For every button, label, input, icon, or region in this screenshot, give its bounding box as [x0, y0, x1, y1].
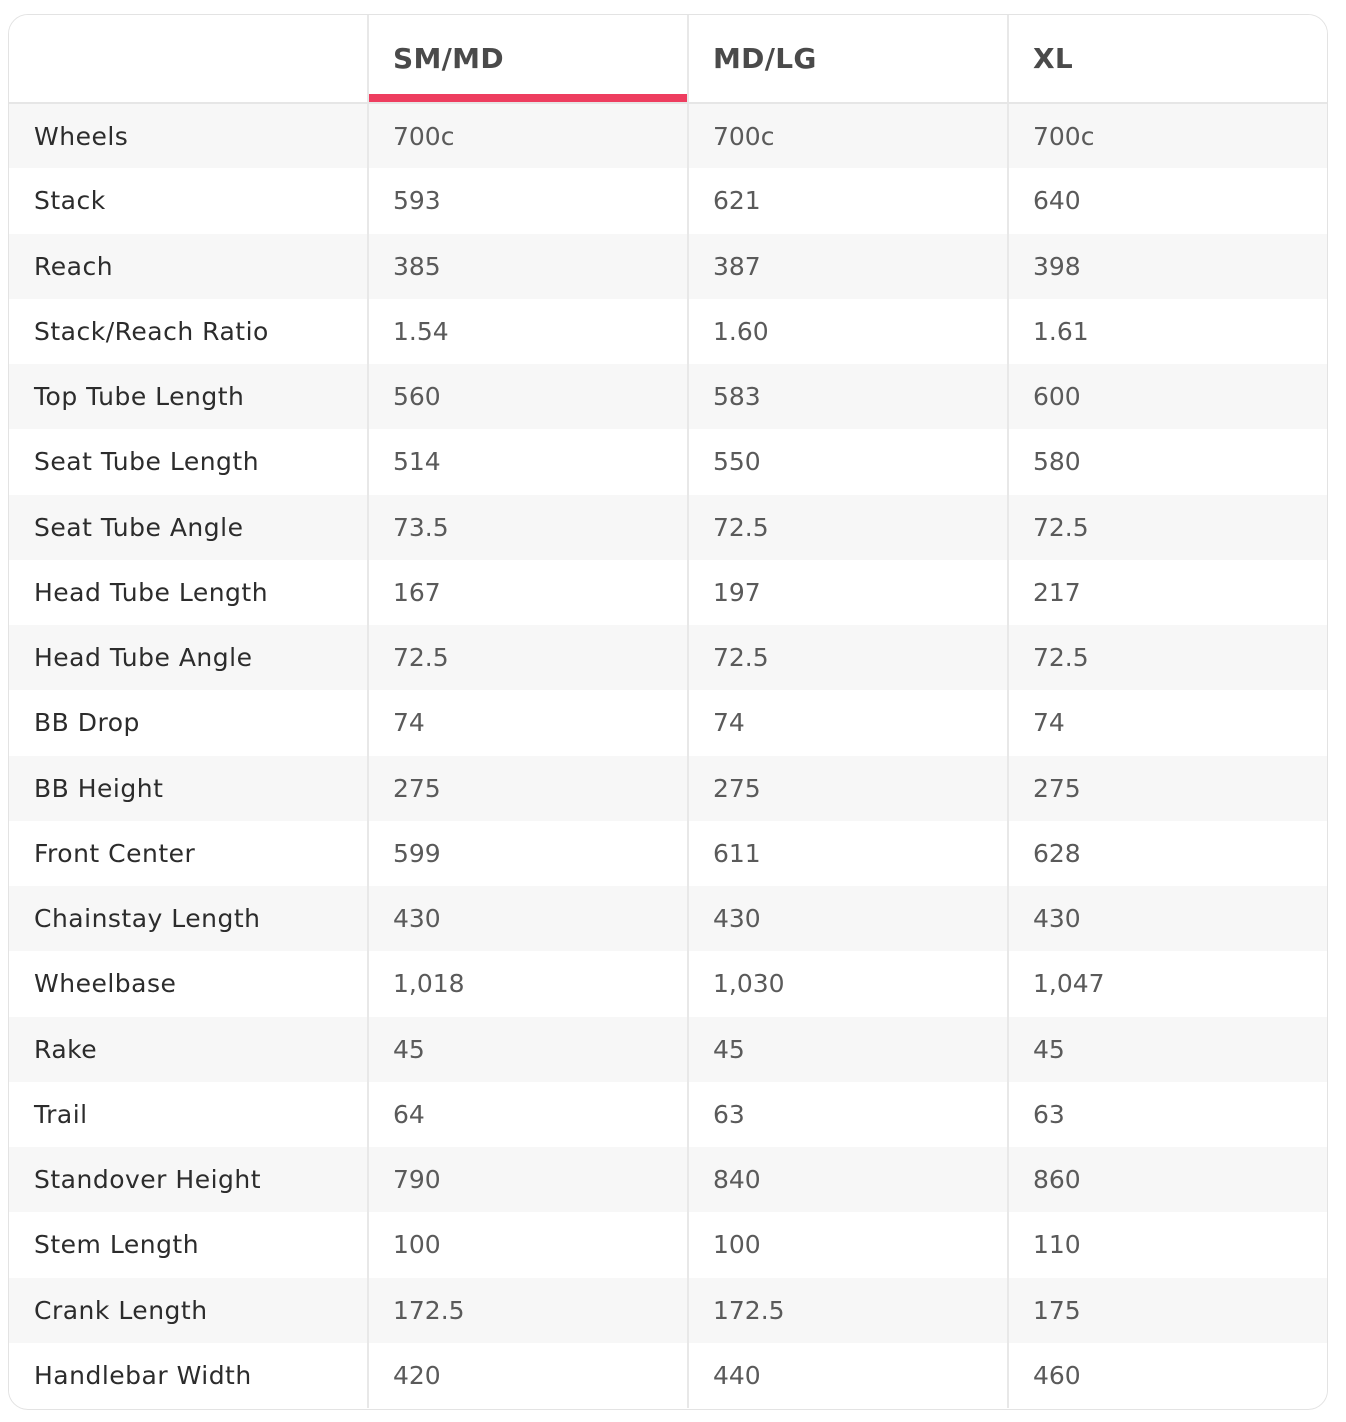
- table-row: [9, 1278, 1328, 1343]
- value-cell: 74: [368, 690, 688, 755]
- row-label: Front Center: [9, 821, 368, 886]
- value-cell: 100: [368, 1212, 688, 1277]
- geometry-table-card: [8, 14, 1328, 1410]
- size-tab-md-lg[interactable]: MD/LG: [688, 15, 1008, 103]
- value-cell: 175: [1008, 1278, 1328, 1343]
- value-cell: 1,018: [368, 951, 688, 1016]
- table-row: [9, 1212, 1328, 1277]
- table-row: [9, 1082, 1328, 1147]
- row-label: Crank Length: [9, 1278, 368, 1343]
- row-label: Stem Length: [9, 1212, 368, 1277]
- table-row: [9, 103, 1328, 168]
- row-label: Top Tube Length: [9, 364, 368, 429]
- value-cell: 172.5: [368, 1278, 688, 1343]
- value-cell: 600: [1008, 364, 1328, 429]
- geometry-table: [9, 15, 1328, 1408]
- value-cell: 583: [688, 364, 1008, 429]
- header-row: [9, 15, 1328, 103]
- value-cell: 385: [368, 234, 688, 299]
- row-label: Seat Tube Angle: [9, 495, 368, 560]
- value-cell: 275: [688, 756, 1008, 821]
- table-row: [9, 886, 1328, 951]
- table-row: [9, 560, 1328, 625]
- row-label: Head Tube Length: [9, 560, 368, 625]
- value-cell: 460: [1008, 1343, 1328, 1408]
- value-cell: 398: [1008, 234, 1328, 299]
- table-row: [9, 429, 1328, 494]
- value-cell: 790: [368, 1147, 688, 1212]
- row-label: Stack/Reach Ratio: [9, 299, 368, 364]
- value-cell: 72.5: [368, 625, 688, 690]
- row-label: BB Height: [9, 756, 368, 821]
- value-cell: 387: [688, 234, 1008, 299]
- table-row: [9, 690, 1328, 755]
- value-cell: 840: [688, 1147, 1008, 1212]
- value-cell: 1,030: [688, 951, 1008, 1016]
- value-cell: 700c: [688, 103, 1008, 168]
- row-label: Seat Tube Length: [9, 429, 368, 494]
- value-cell: 45: [368, 1017, 688, 1082]
- table-row: [9, 299, 1328, 364]
- value-cell: 580: [1008, 429, 1328, 494]
- value-cell: 1.61: [1008, 299, 1328, 364]
- table-row: [9, 625, 1328, 690]
- table-row: [9, 495, 1328, 560]
- header-empty-cell: [9, 15, 368, 103]
- value-cell: 550: [688, 429, 1008, 494]
- value-cell: 640: [1008, 168, 1328, 233]
- value-cell: 514: [368, 429, 688, 494]
- value-cell: 72.5: [688, 495, 1008, 560]
- value-cell: 440: [688, 1343, 1008, 1408]
- value-cell: 63: [1008, 1082, 1328, 1147]
- value-cell: 74: [688, 690, 1008, 755]
- value-cell: 611: [688, 821, 1008, 886]
- size-tab-xl[interactable]: XL: [1008, 15, 1328, 103]
- row-label: Trail: [9, 1082, 368, 1147]
- value-cell: 72.5: [1008, 625, 1328, 690]
- table-row: [9, 1147, 1328, 1212]
- table-row: [9, 234, 1328, 299]
- size-tab-sm-md[interactable]: SM/MD: [368, 15, 688, 103]
- value-cell: 420: [368, 1343, 688, 1408]
- row-label: Rake: [9, 1017, 368, 1082]
- value-cell: 72.5: [688, 625, 1008, 690]
- row-label: Chainstay Length: [9, 886, 368, 951]
- value-cell: 167: [368, 560, 688, 625]
- table-row: [9, 1343, 1328, 1408]
- row-label: BB Drop: [9, 690, 368, 755]
- table-row: [9, 821, 1328, 886]
- value-cell: 860: [1008, 1147, 1328, 1212]
- value-cell: 430: [368, 886, 688, 951]
- table-row: [9, 756, 1328, 821]
- value-cell: 197: [688, 560, 1008, 625]
- value-cell: 73.5: [368, 495, 688, 560]
- value-cell: 1.54: [368, 299, 688, 364]
- row-label: Head Tube Angle: [9, 625, 368, 690]
- value-cell: 275: [1008, 756, 1328, 821]
- table-row: [9, 951, 1328, 1016]
- value-cell: 45: [1008, 1017, 1328, 1082]
- value-cell: 275: [368, 756, 688, 821]
- value-cell: 621: [688, 168, 1008, 233]
- row-label: Stack: [9, 168, 368, 233]
- value-cell: 74: [1008, 690, 1328, 755]
- table-header: [9, 15, 1328, 103]
- row-label: Standover Height: [9, 1147, 368, 1212]
- row-label: Wheelbase: [9, 951, 368, 1016]
- value-cell: 63: [688, 1082, 1008, 1147]
- value-cell: 628: [1008, 821, 1328, 886]
- table-row: [9, 364, 1328, 429]
- value-cell: 1.60: [688, 299, 1008, 364]
- value-cell: 430: [1008, 886, 1328, 951]
- row-label: Wheels: [9, 103, 368, 168]
- value-cell: 100: [688, 1212, 1008, 1277]
- table-row: [9, 1017, 1328, 1082]
- table-row: [9, 168, 1328, 233]
- table-body: [9, 103, 1328, 1408]
- value-cell: 593: [368, 168, 688, 233]
- value-cell: 72.5: [1008, 495, 1328, 560]
- value-cell: 700c: [368, 103, 688, 168]
- value-cell: 1,047: [1008, 951, 1328, 1016]
- row-label: Handlebar Width: [9, 1343, 368, 1408]
- value-cell: 700c: [1008, 103, 1328, 168]
- value-cell: 64: [368, 1082, 688, 1147]
- value-cell: 430: [688, 886, 1008, 951]
- value-cell: 560: [368, 364, 688, 429]
- value-cell: 599: [368, 821, 688, 886]
- value-cell: 217: [1008, 560, 1328, 625]
- value-cell: 110: [1008, 1212, 1328, 1277]
- row-label: Reach: [9, 234, 368, 299]
- value-cell: 172.5: [688, 1278, 1008, 1343]
- value-cell: 45: [688, 1017, 1008, 1082]
